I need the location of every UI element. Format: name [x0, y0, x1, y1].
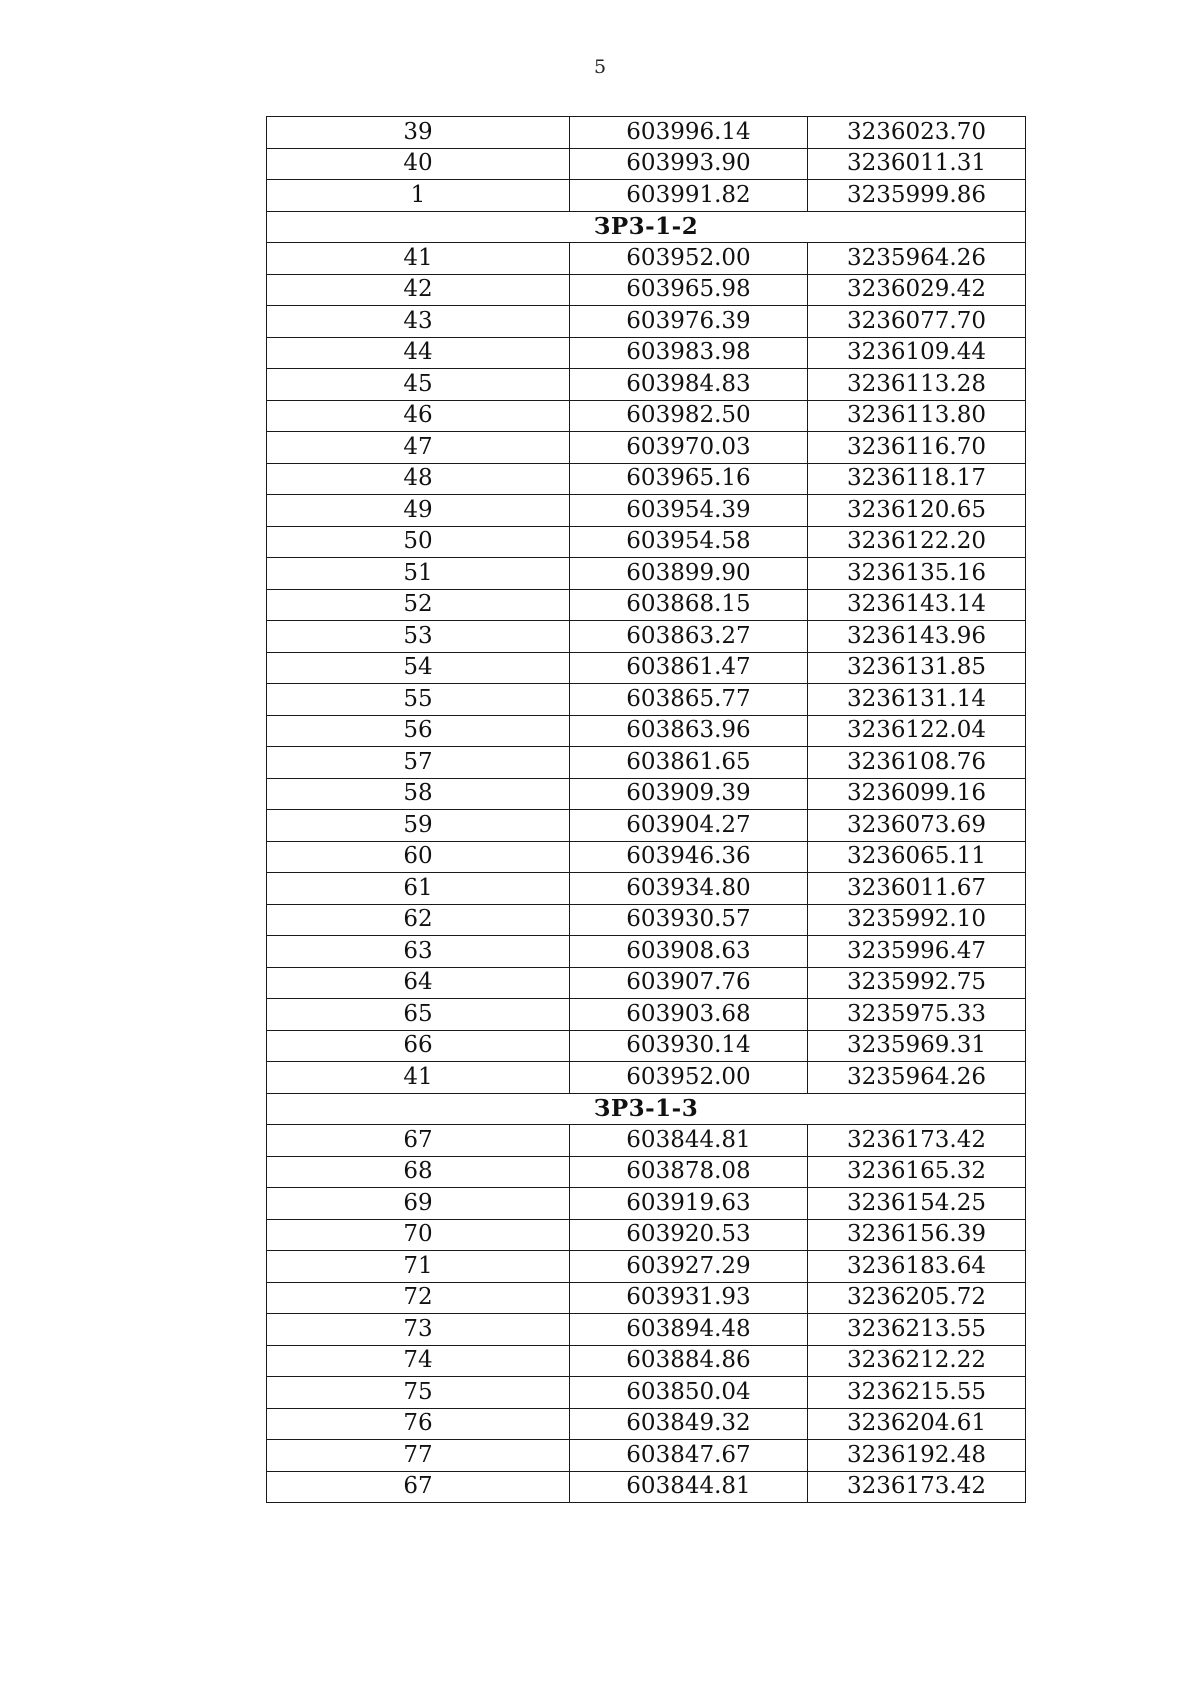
y-coordinate-cell: 3236065.11: [808, 841, 1026, 873]
table-row: [267, 400, 1026, 432]
table-row: [267, 1156, 1026, 1188]
y-coordinate-cell: 3235964.26: [808, 1062, 1026, 1094]
y-coordinate-cell: 3236011.67: [808, 873, 1026, 905]
x-coordinate-cell: 603844.81: [570, 1471, 808, 1503]
point-number-cell: 48: [267, 463, 570, 495]
y-coordinate-cell: 3236165.32: [808, 1156, 1026, 1188]
section-label: ЗР3-1-3: [267, 1093, 1026, 1125]
point-number-cell: 55: [267, 684, 570, 716]
y-coordinate-cell: 3236023.70: [808, 117, 1026, 149]
table-row: [267, 1314, 1026, 1346]
point-number-cell: 50: [267, 526, 570, 558]
x-coordinate-cell: 603878.08: [570, 1156, 808, 1188]
table-row: [267, 967, 1026, 999]
page-number: 5: [593, 56, 607, 78]
table-row: [267, 1062, 1026, 1094]
table-row: [267, 589, 1026, 621]
x-coordinate-cell: 603965.16: [570, 463, 808, 495]
point-number-cell: 49: [267, 495, 570, 527]
x-coordinate-cell: 603984.83: [570, 369, 808, 401]
x-coordinate-cell: 603861.65: [570, 747, 808, 779]
y-coordinate-cell: 3236011.31: [808, 148, 1026, 180]
x-coordinate-cell: 603934.80: [570, 873, 808, 905]
x-coordinate-cell: 603899.90: [570, 558, 808, 590]
point-number-cell: 70: [267, 1219, 570, 1251]
point-number-cell: 69: [267, 1188, 570, 1220]
y-coordinate-cell: 3236118.17: [808, 463, 1026, 495]
y-coordinate-cell: 3236183.64: [808, 1251, 1026, 1283]
point-number-cell: 53: [267, 621, 570, 653]
point-number-cell: 54: [267, 652, 570, 684]
x-coordinate-cell: 603903.68: [570, 999, 808, 1031]
table-row: [267, 1030, 1026, 1062]
table-row: [267, 1377, 1026, 1409]
y-coordinate-cell: 3235996.47: [808, 936, 1026, 968]
x-coordinate-cell: 603904.27: [570, 810, 808, 842]
y-coordinate-cell: 3235969.31: [808, 1030, 1026, 1062]
table-row: [267, 778, 1026, 810]
y-coordinate-cell: 3236143.14: [808, 589, 1026, 621]
table-row: [267, 999, 1026, 1031]
x-coordinate-cell: 603884.86: [570, 1345, 808, 1377]
y-coordinate-cell: 3236099.16: [808, 778, 1026, 810]
table-row: [267, 1440, 1026, 1472]
point-number-cell: 72: [267, 1282, 570, 1314]
table-row: [267, 841, 1026, 873]
y-coordinate-cell: 3236120.65: [808, 495, 1026, 527]
y-coordinate-cell: 3236029.42: [808, 274, 1026, 306]
y-coordinate-cell: 3236143.96: [808, 621, 1026, 653]
table-row: [267, 463, 1026, 495]
point-number-cell: 43: [267, 306, 570, 338]
table-row: [267, 936, 1026, 968]
table-row: [267, 117, 1026, 149]
table-row: [267, 904, 1026, 936]
x-coordinate-cell: 603844.81: [570, 1125, 808, 1157]
y-coordinate-cell: 3236109.44: [808, 337, 1026, 369]
y-coordinate-cell: 3236135.16: [808, 558, 1026, 590]
y-coordinate-cell: 3236192.48: [808, 1440, 1026, 1472]
point-number-cell: 56: [267, 715, 570, 747]
table-row: [267, 495, 1026, 527]
table-row: [267, 526, 1026, 558]
point-number-cell: 60: [267, 841, 570, 873]
y-coordinate-cell: 3236077.70: [808, 306, 1026, 338]
point-number-cell: 51: [267, 558, 570, 590]
point-number-cell: 66: [267, 1030, 570, 1062]
y-coordinate-cell: 3236122.20: [808, 526, 1026, 558]
x-coordinate-cell: 603946.36: [570, 841, 808, 873]
table-row: [267, 1282, 1026, 1314]
point-number-cell: 47: [267, 432, 570, 464]
y-coordinate-cell: 3236108.76: [808, 747, 1026, 779]
x-coordinate-cell: 603863.27: [570, 621, 808, 653]
table-row: [267, 810, 1026, 842]
table-row: [267, 1219, 1026, 1251]
point-number-cell: 39: [267, 117, 570, 149]
x-coordinate-cell: 603907.76: [570, 967, 808, 999]
point-number-cell: 41: [267, 1062, 570, 1094]
x-coordinate-cell: 603865.77: [570, 684, 808, 716]
point-number-cell: 74: [267, 1345, 570, 1377]
y-coordinate-cell: 3236173.42: [808, 1125, 1026, 1157]
y-coordinate-cell: 3236113.28: [808, 369, 1026, 401]
x-coordinate-cell: 603952.00: [570, 243, 808, 275]
x-coordinate-cell: 603850.04: [570, 1377, 808, 1409]
point-number-cell: 71: [267, 1251, 570, 1283]
section-label: ЗР3-1-2: [267, 211, 1026, 243]
y-coordinate-cell: 3235964.26: [808, 243, 1026, 275]
point-number-cell: 1: [267, 180, 570, 212]
coordinates-table-body: [267, 117, 1026, 1503]
point-number-cell: 63: [267, 936, 570, 968]
point-number-cell: 59: [267, 810, 570, 842]
x-coordinate-cell: 603965.98: [570, 274, 808, 306]
x-coordinate-cell: 603919.63: [570, 1188, 808, 1220]
x-coordinate-cell: 603983.98: [570, 337, 808, 369]
y-coordinate-cell: 3236122.04: [808, 715, 1026, 747]
point-number-cell: 52: [267, 589, 570, 621]
point-number-cell: 77: [267, 1440, 570, 1472]
table-row: [267, 747, 1026, 779]
coordinates-table: [266, 116, 1026, 1503]
y-coordinate-cell: 3235992.10: [808, 904, 1026, 936]
section-header-row: [267, 1093, 1026, 1125]
table-row: [267, 652, 1026, 684]
table-row: [267, 715, 1026, 747]
x-coordinate-cell: 603909.39: [570, 778, 808, 810]
x-coordinate-cell: 603863.96: [570, 715, 808, 747]
table-row: [267, 274, 1026, 306]
y-coordinate-cell: 3236213.55: [808, 1314, 1026, 1346]
x-coordinate-cell: 603996.14: [570, 117, 808, 149]
x-coordinate-cell: 603927.29: [570, 1251, 808, 1283]
point-number-cell: 65: [267, 999, 570, 1031]
y-coordinate-cell: 3236212.22: [808, 1345, 1026, 1377]
point-number-cell: 76: [267, 1408, 570, 1440]
y-coordinate-cell: 3236156.39: [808, 1219, 1026, 1251]
y-coordinate-cell: 3236131.85: [808, 652, 1026, 684]
x-coordinate-cell: 603970.03: [570, 432, 808, 464]
point-number-cell: 62: [267, 904, 570, 936]
table-row: [267, 873, 1026, 905]
y-coordinate-cell: 3236131.14: [808, 684, 1026, 716]
x-coordinate-cell: 603930.57: [570, 904, 808, 936]
x-coordinate-cell: 603930.14: [570, 1030, 808, 1062]
point-number-cell: 73: [267, 1314, 570, 1346]
table-row: [267, 1125, 1026, 1157]
y-coordinate-cell: 3236215.55: [808, 1377, 1026, 1409]
point-number-cell: 67: [267, 1471, 570, 1503]
y-coordinate-cell: 3236073.69: [808, 810, 1026, 842]
point-number-cell: 40: [267, 148, 570, 180]
table-row: [267, 337, 1026, 369]
table-row: [267, 180, 1026, 212]
x-coordinate-cell: 603861.47: [570, 652, 808, 684]
y-coordinate-cell: 3235999.86: [808, 180, 1026, 212]
section-header-row: [267, 211, 1026, 243]
y-coordinate-cell: 3235975.33: [808, 999, 1026, 1031]
x-coordinate-cell: 603931.93: [570, 1282, 808, 1314]
x-coordinate-cell: 603908.63: [570, 936, 808, 968]
table-row: [267, 1408, 1026, 1440]
x-coordinate-cell: 603920.53: [570, 1219, 808, 1251]
point-number-cell: 44: [267, 337, 570, 369]
table-row: [267, 306, 1026, 338]
table-row: [267, 1345, 1026, 1377]
point-number-cell: 64: [267, 967, 570, 999]
point-number-cell: 67: [267, 1125, 570, 1157]
table-row: [267, 1188, 1026, 1220]
y-coordinate-cell: 3236204.61: [808, 1408, 1026, 1440]
y-coordinate-cell: 3236113.80: [808, 400, 1026, 432]
table-row: [267, 1471, 1026, 1503]
table-row: [267, 684, 1026, 716]
table-row: [267, 1251, 1026, 1283]
y-coordinate-cell: 3235992.75: [808, 967, 1026, 999]
y-coordinate-cell: 3236173.42: [808, 1471, 1026, 1503]
x-coordinate-cell: 603894.48: [570, 1314, 808, 1346]
table-row: [267, 621, 1026, 653]
point-number-cell: 75: [267, 1377, 570, 1409]
x-coordinate-cell: 603847.67: [570, 1440, 808, 1472]
point-number-cell: 68: [267, 1156, 570, 1188]
y-coordinate-cell: 3236154.25: [808, 1188, 1026, 1220]
table-row: [267, 432, 1026, 464]
x-coordinate-cell: 603993.90: [570, 148, 808, 180]
point-number-cell: 45: [267, 369, 570, 401]
x-coordinate-cell: 603991.82: [570, 180, 808, 212]
y-coordinate-cell: 3236116.70: [808, 432, 1026, 464]
x-coordinate-cell: 603982.50: [570, 400, 808, 432]
point-number-cell: 58: [267, 778, 570, 810]
y-coordinate-cell: 3236205.72: [808, 1282, 1026, 1314]
table-row: [267, 148, 1026, 180]
table-row: [267, 558, 1026, 590]
x-coordinate-cell: 603952.00: [570, 1062, 808, 1094]
point-number-cell: 41: [267, 243, 570, 275]
x-coordinate-cell: 603976.39: [570, 306, 808, 338]
table-row: [267, 369, 1026, 401]
table-row: [267, 243, 1026, 275]
x-coordinate-cell: 603954.58: [570, 526, 808, 558]
point-number-cell: 46: [267, 400, 570, 432]
point-number-cell: 42: [267, 274, 570, 306]
point-number-cell: 61: [267, 873, 570, 905]
point-number-cell: 57: [267, 747, 570, 779]
x-coordinate-cell: 603868.15: [570, 589, 808, 621]
x-coordinate-cell: 603954.39: [570, 495, 808, 527]
x-coordinate-cell: 603849.32: [570, 1408, 808, 1440]
